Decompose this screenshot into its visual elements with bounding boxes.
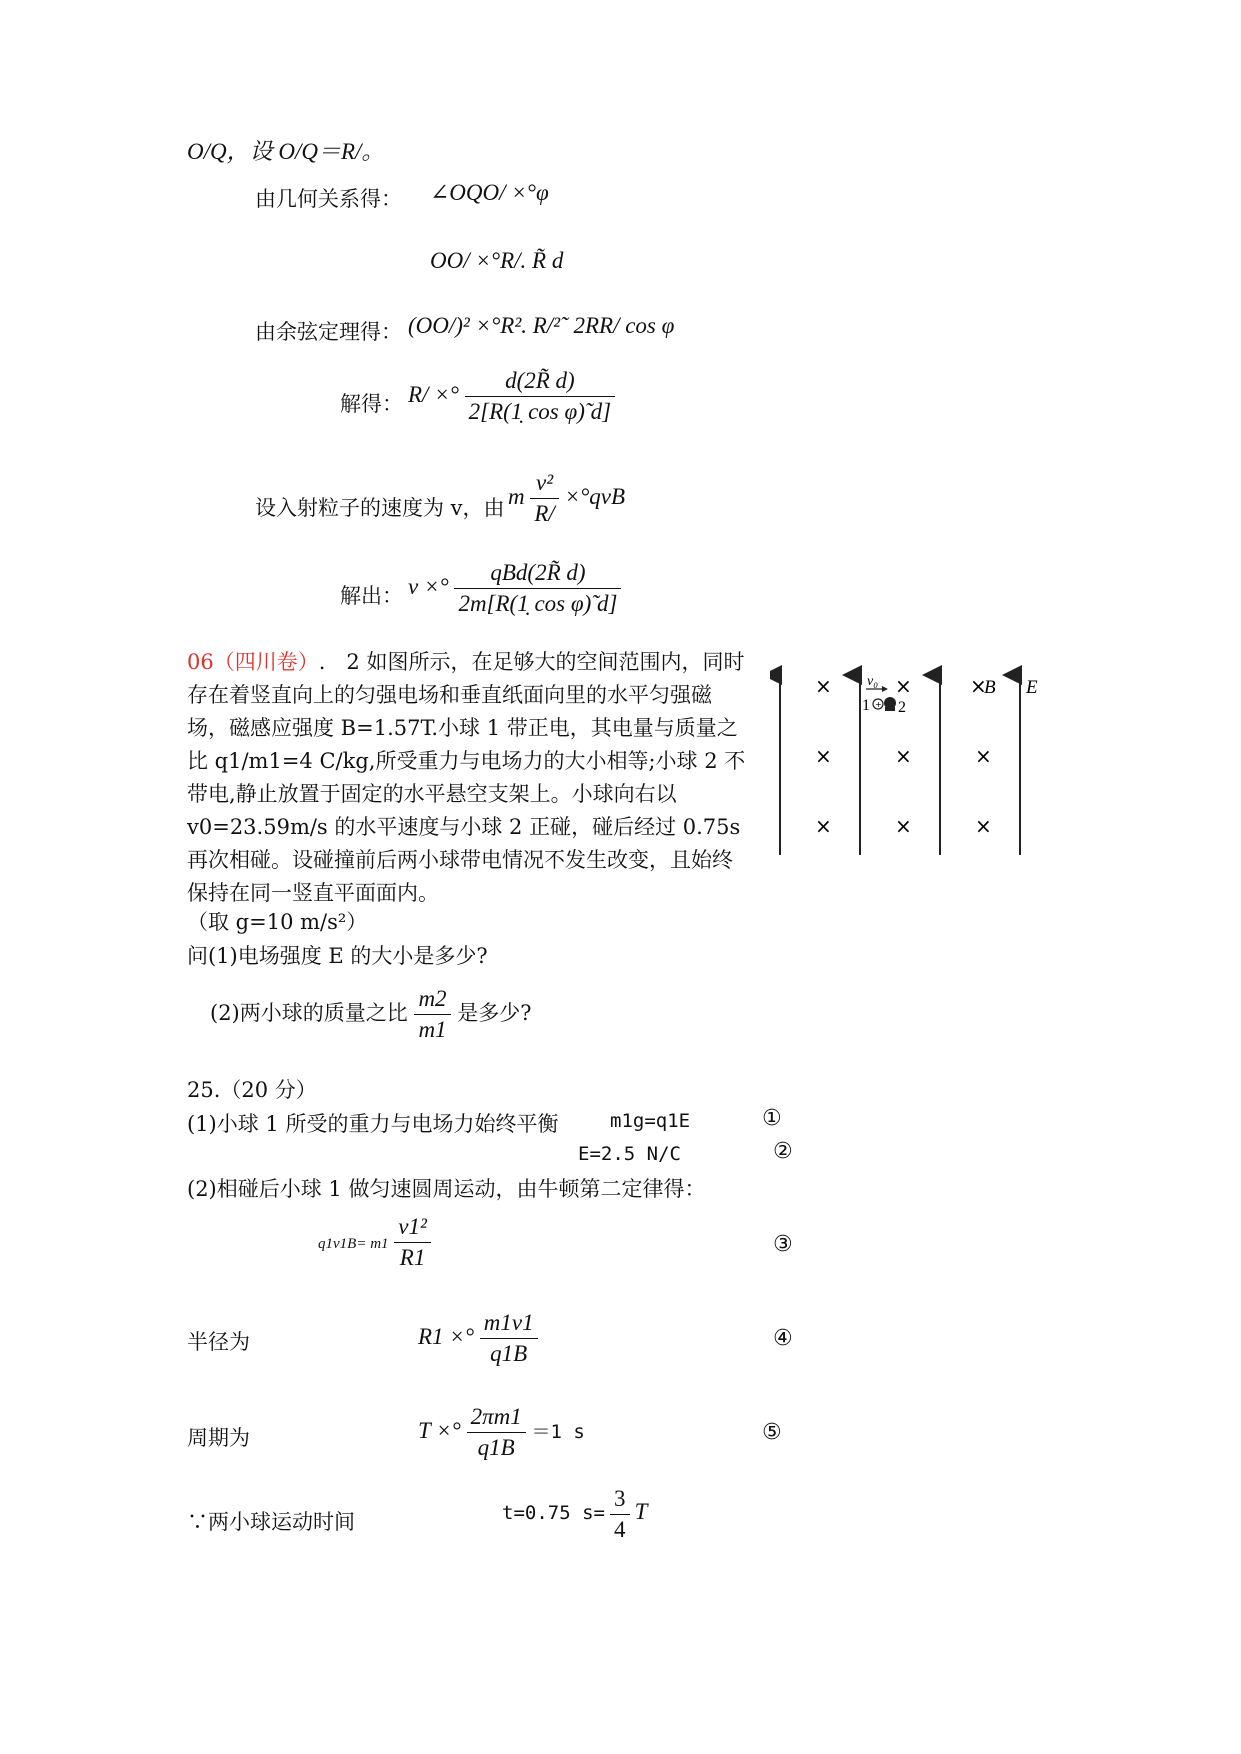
newton-eq: q1v1B= m1 $\frac{\text{v1²}}{R1}$ bbox=[318, 1214, 431, 1271]
out-fraction: $\frac{\text{qBd(2R̃ d)}}{\text{2m[R(1̣ cos φ)̃ d]}}$ bbox=[454, 560, 621, 617]
geom-eq-distance: OO/ ×°R/. R̃ d bbox=[430, 248, 564, 273]
period-label: 周期为 bbox=[187, 1426, 250, 1450]
geom-label: 由几何关系得： bbox=[255, 187, 402, 211]
g-note: （取 g=10 m/s²） bbox=[187, 910, 368, 934]
out-eq: v ×° $\frac{\text{qBd(2R̃ d)}}{\text{2m[R(1̣ cos φ)̃ d]}}$ bbox=[408, 560, 621, 617]
radius-eq: R1 ×° $\frac{m1v1}{q1B}$ bbox=[418, 1310, 538, 1367]
cross-r1c1: × bbox=[815, 674, 832, 698]
velocity-arrowhead bbox=[882, 686, 888, 692]
solve-fraction: $\frac{d(2R̃ d)}{\text{2[R(1̣ cos φ)̃ d]}}$ bbox=[465, 368, 615, 425]
question-2: (2)两小球的质量之比 $\frac{m2}{m1}$ 是多少? bbox=[210, 986, 532, 1042]
cross-r1c3: × bbox=[970, 674, 987, 698]
radius-label: 半径为 bbox=[187, 1330, 250, 1354]
label-e: E bbox=[1026, 677, 1038, 698]
mark-1: ① bbox=[762, 1106, 782, 1131]
mark-4: ④ bbox=[773, 1326, 793, 1351]
ball-2-support bbox=[885, 707, 895, 711]
period-fraction: $\frac{2\pi m1}{q1B}$ bbox=[467, 1404, 526, 1461]
label-b: B bbox=[984, 677, 996, 698]
problem-body: . 2 如图所示，在足够大的空间范围内，同时存在着竖直向上的匀强电场和垂直纸面向里的水平匀强磁场，磁感应强度 B=1.57T.小球 1 带正电，其电量与质量之比 q1/m1=4 C/kg,所受重力与电场力的大小相等;小球 2 不带电,静止放置于固定的水平悬空支架上。小球向右以 v0=23.59m/s 的水平速度与小球 2 正碰，碰后经过 0.75s 再次相碰。设碰撞前后两小球带电情况不发生改变，且始终保持在同一竖直平面面内。 bbox=[187, 650, 746, 905]
solution-eq-1: m1g=q1E bbox=[610, 1110, 691, 1132]
mark-3: ③ bbox=[773, 1232, 793, 1257]
cross-r1c2: × bbox=[895, 674, 912, 698]
time-fraction: $\frac{3}{4}$ bbox=[610, 1486, 630, 1543]
mass-ratio-fraction: $\frac{m2}{m1}$ bbox=[414, 986, 450, 1043]
mark-5: ⑤ bbox=[762, 1420, 782, 1445]
speed-fraction: $\frac{\text{v²}}{R/}$ bbox=[530, 470, 558, 527]
geom-eq-angle: ∠OQO/ ×°φ bbox=[430, 180, 549, 205]
radius-fraction: $\frac{m1v1}{q1B}$ bbox=[480, 1310, 538, 1367]
speed-eq: m $\frac{\text{v²}}{R/}$ ×°qvB bbox=[508, 470, 626, 526]
cos-eq: (OO/)² ×°R². R/²˜ 2RR/ cos φ bbox=[408, 313, 675, 338]
cos-label: 由余弦定理得： bbox=[255, 320, 402, 344]
label-ball-2: 2 bbox=[898, 699, 906, 716]
time-label: ∵两小球运动时间 bbox=[187, 1510, 355, 1534]
problem-source: 06（四川卷） bbox=[187, 650, 319, 674]
field-diagram bbox=[770, 665, 1070, 865]
line-oq: O/Q，设 O/Q＝R/。 bbox=[187, 139, 385, 164]
question-1: 问(1)电场强度 E 的大小是多少? bbox=[187, 944, 488, 968]
solution-step-2: (2)相碰后小球 1 做匀速圆周运动，由牛顿第二定律得： bbox=[187, 1177, 706, 1201]
problem-text bbox=[187, 646, 747, 910]
period-eq: T ×° $\frac{2\pi m1}{q1B}$ ＝1 s bbox=[418, 1404, 585, 1460]
solution-header: 25.（20 分） bbox=[187, 1078, 317, 1102]
cross-r2c1: × bbox=[815, 744, 832, 768]
solve-label: 解得： bbox=[340, 392, 403, 416]
solution-result-e: E=2.5 N/C bbox=[578, 1143, 681, 1165]
ball-1-charge: + bbox=[875, 700, 882, 709]
out-label: 解出： bbox=[340, 584, 403, 608]
newton-fraction: $\frac{\text{v1²}}{R1}$ bbox=[394, 1214, 431, 1271]
solve-eq: R/ ×° $\frac{d(2R̃ d)}{\text{2[R(1̣ cos φ)̃ d]}}$ bbox=[408, 368, 615, 425]
mark-2: ② bbox=[773, 1139, 793, 1164]
speed-label: 设入射粒子的速度为 v，由 bbox=[255, 496, 505, 520]
label-v0: v₀ bbox=[867, 674, 879, 689]
cross-r3c3: × bbox=[975, 814, 992, 838]
time-eq: t=0.75 s= $\frac{3}{4}$ T bbox=[502, 1486, 648, 1542]
cross-r2c3: × bbox=[975, 744, 992, 768]
solution-step-1: (1)小球 1 所受的重力与电场力始终平衡 bbox=[187, 1112, 559, 1136]
label-ball-1: 1 bbox=[862, 697, 870, 714]
cross-r3c1: × bbox=[815, 814, 832, 838]
cross-r2c2: × bbox=[895, 744, 912, 768]
cross-r3c2: × bbox=[895, 814, 912, 838]
